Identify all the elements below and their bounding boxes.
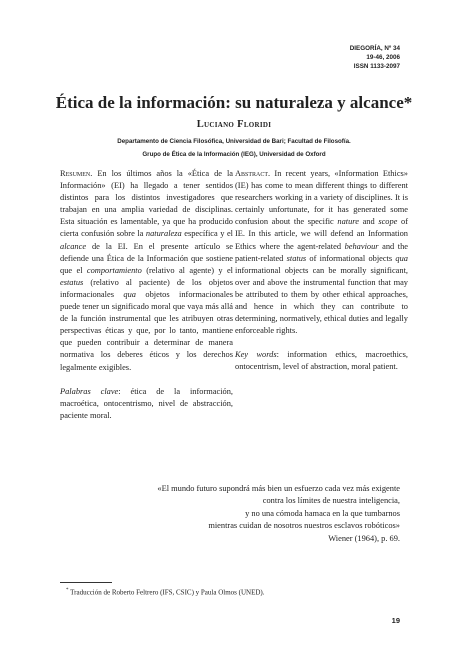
journal-issn: ISSN 1133-2097 bbox=[353, 63, 400, 70]
article-title: Ética de la información: su naturaleza y alcance* bbox=[55, 93, 413, 112]
footnote-divider bbox=[60, 582, 112, 583]
article-author: Luciano Floridi bbox=[196, 119, 272, 130]
english-abstract-column bbox=[235, 168, 408, 374]
epigraph-citation: Wiener (1964), p. 69. bbox=[328, 533, 400, 543]
epigraph-line: y no una cómoda hamaca en la que tumbarnos bbox=[245, 508, 400, 518]
footnote-mark: * bbox=[66, 588, 69, 593]
resumen-label: Resumen. bbox=[60, 169, 93, 178]
journal-header bbox=[350, 44, 400, 71]
author-affiliation-1: Departamento de Ciencia Filosófica, Universidad de Bari; Facultad de Filosofía. bbox=[117, 138, 351, 145]
journal-pages: 19-46, 2006 bbox=[366, 54, 400, 61]
journal-name: DIEGORÍA, Nº 34 bbox=[349, 45, 400, 52]
footnote bbox=[66, 588, 264, 596]
keywords-label: Key words bbox=[235, 350, 277, 360]
keywords-paragraph: Key words: information ethics, macroethics, ontocentrism, level of abstraction, moral patient. bbox=[235, 350, 408, 372]
palabras-clave-paragraph: Palabras clave: ética de la información, macroética, ontocentrismo, nivel de abstracción, paciente moral. bbox=[60, 386, 233, 420]
author-affiliation-2: Grupo de Ética de la Información (IEG), Universidad de Oxford bbox=[142, 151, 326, 158]
epigraph bbox=[157, 483, 400, 545]
abstract-paragraph: Abstract. In recent years, «Information Ethics» (IE) has come to mean different things to different researchers working in a variety of disciplines. It is certainly unfortunate, for it has generated some confusion about the specific nature and scope of IE. In this article, we will defend an Information Ethics where the agent-related behaviour and the patient-related status of informational objects qua informational objects can be morally significant, over and above the instrumental function that may be attributed to them by other ethical approaches, and hence in which they can contribute to determining, normatively, ethical duties and legally enforceable rights. bbox=[235, 169, 408, 336]
resumen-paragraph: Resumen. En los últimos años la «Ética de la Información» (EI) ha llegado a tener sentidos distintos para los distintos investigadores que trabajan en una amplia variedad de disciplinas. Esta situación es lamentable, ya que ha producido cierta confusión sobre la naturaleza específica y el alcance de la EI. En el presente artículo se defiende una Ética de la Información que sostiene que el comportamiento (relativo al agente) y el estatus (relativo al paciente) de los objetos informacionales qua objetos informacionales puede tener un significado moral que vaya más allá de la función instrumental que les atribuyen otras perspectivas éticas y que, por lo tanto, mantiene que pueden contribuir a determinar de manera normativa los deberes éticos y los derechos legalmente exigibles. bbox=[60, 169, 233, 372]
footnote-text: Traducción de Roberto Feltrero (IFS, CSIC) y Paula Olmos (UNED). bbox=[68, 588, 265, 597]
spanish-abstract-column bbox=[60, 168, 233, 422]
epigraph-line: mientras cuidan de nosotros nuestros esclavos robóticos» bbox=[208, 521, 400, 531]
palabras-clave-label: Palabras clave bbox=[60, 386, 119, 396]
abstract-label: Abstract. bbox=[235, 169, 271, 178]
page-number: 19 bbox=[391, 616, 400, 625]
epigraph-line: «El mundo futuro supondrá más bien un esfuerzo cada vez más exigente bbox=[157, 484, 400, 493]
epigraph-line: contra los límites de nuestra inteligencia, bbox=[262, 496, 400, 506]
